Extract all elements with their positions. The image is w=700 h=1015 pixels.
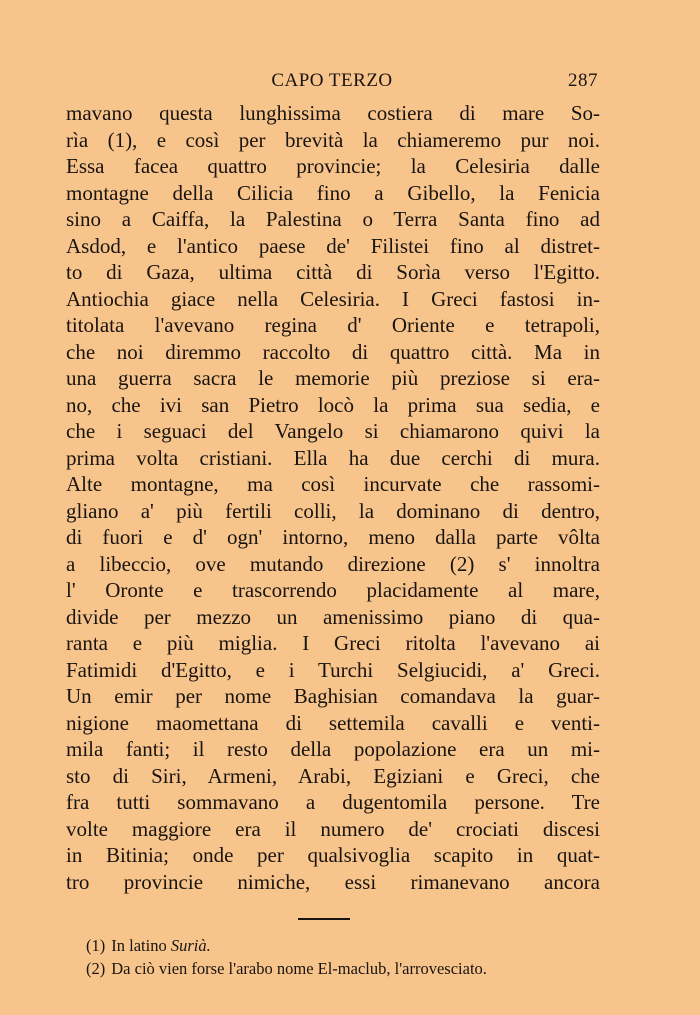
running-head [66,70,598,94]
text-line: rìa (1), e così per brevità la chiameremo pur noi. [66,127,600,152]
text-line: titolata l'avevano regina d' Oriente e tetrapoli, [66,313,600,337]
footnote [86,957,606,980]
text-line: mila fanti; il resto della popolazione era un mi- [66,737,600,761]
text-line: gliano a' più fertili colli, la dominano di dentro, [66,498,600,523]
footnote-marker: (1) [86,936,106,955]
text-line: Antiochia giace nella Celesiria. I Greci fastosi in- [66,286,600,311]
footnote-text: Da ciò vien forse l'arabo nome El-maclub, l'arrovesciato. [111,959,487,978]
text-line: una guerra sacra le memorie più preziose si era- [66,366,600,390]
text-line: sto di Siri, Armeni, Arabi, Egiziani e Greci, che [66,763,600,788]
text-line: che noi diremmo raccolto di quattro città. Ma in [66,339,600,364]
text-line: a libeccio, ove mutando direzione (2) s' innoltra [66,551,600,576]
text-line: in Bitinia; onde per qualsivoglia scapito in quat- [66,843,600,867]
text-line: Un emir per nome Baghisian comandava la guar- [66,684,600,708]
text-line: mavano questa lunghissima costiera di mare So- [66,101,600,125]
text-line: ranta e più miglia. I Greci ritolta l'avevano ai [66,631,600,655]
text-line: volte maggiore era il numero de' crociati discesi [66,816,600,841]
running-title: CAPO TERZO [271,70,393,91]
footnote-marker: (2) [86,959,106,978]
footnotes [86,934,606,980]
text-line: sino a Caiffa, la Palestina o Terra Santa fino ad [66,207,600,231]
text-line: montagne della Cilicia fino a Gibello, la Fenicia [66,180,600,205]
text-line: l' Oronte e trascorrendo placidamente al mare, [66,578,600,602]
text-line: che i seguaci del Vangelo si chiamarono quivi la [66,419,600,443]
footnote-text: In latino [111,936,171,955]
text-line: Essa facea quattro provincie; la Celesiria dalle [66,154,600,178]
footnote-italic-text: Surià. [170,936,211,955]
text-line: Asdod, e l'antico paese de' Filistei fino al distret- [66,233,600,258]
text-line: divide per mezzo un amenissimo piano di qua- [66,604,600,629]
footnote-rule [298,918,350,920]
text-line: di fuori e d' ogn' intorno, meno dalla parte vôlta [66,525,600,549]
footnote [86,934,606,957]
text-line: fra tutti sommavano a dugentomila persone. Tre [66,790,600,814]
text-line: Fatimidi d'Egitto, e i Turchi Selgiucidi, a' Greci. [66,657,600,682]
body-text [66,100,600,895]
text-line: nigione maomettana di settemila cavalli e venti- [66,710,600,735]
text-line: Alte montagne, ma così incurvate che rassomi- [66,472,600,496]
text-line: prima volta cristiani. Ella ha due cerchi di mura. [66,445,600,470]
text-line: to di Gaza, ultima città di Sorìa verso l'Egitto. [66,260,600,284]
page-number: 287 [568,70,598,91]
text-line: tro provincie nimiche, essi rimanevano ancora [66,869,600,894]
text-line: no, che ivi san Pietro locò la prima sua sedia, e [66,392,600,417]
